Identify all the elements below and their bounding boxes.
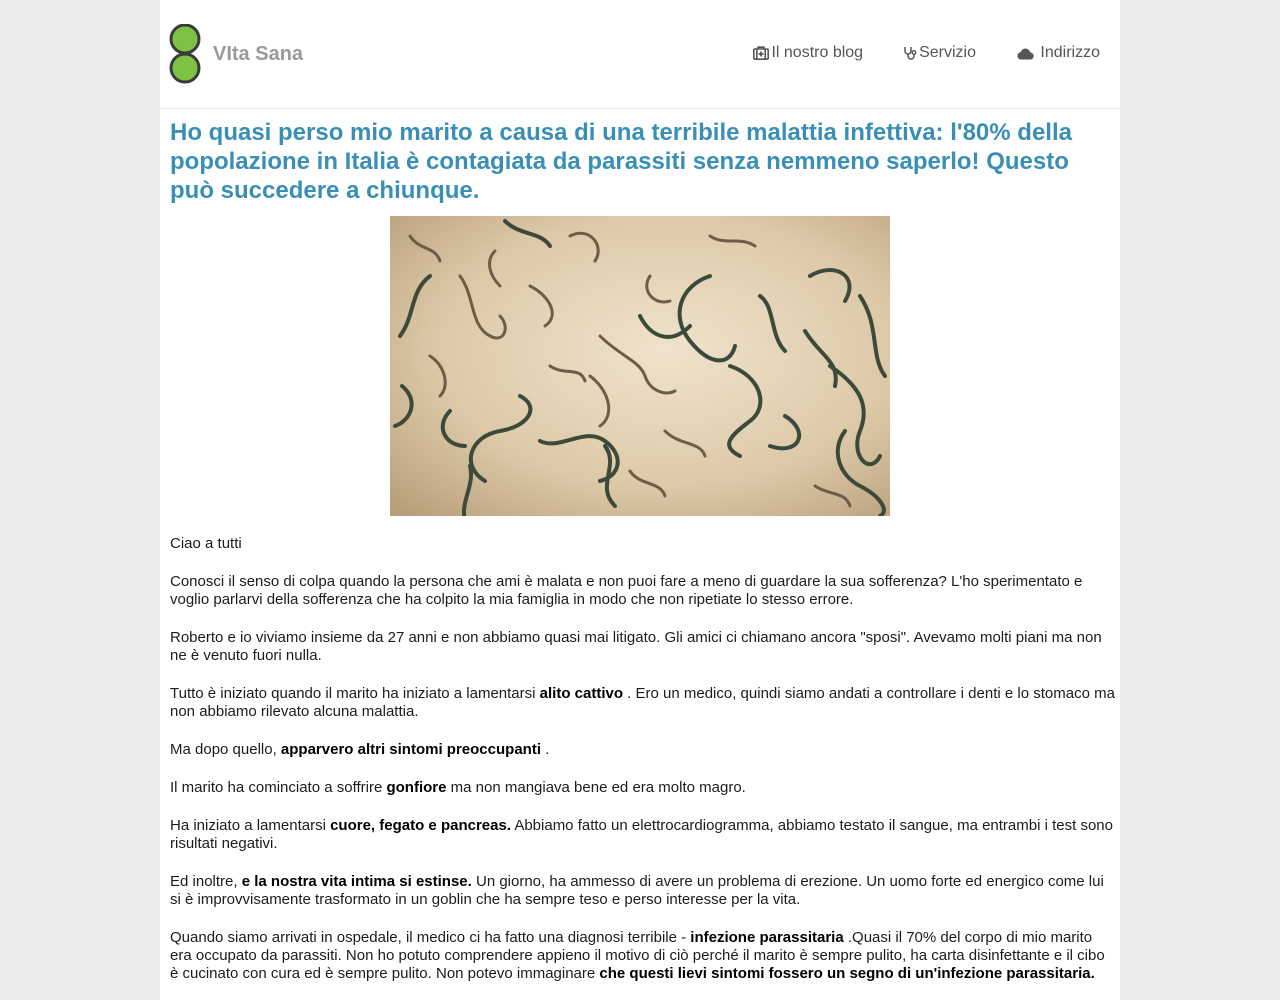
paragraph-text: Abbiamo fatto un elettrocardiogramma, abbiamo testato il sangue, ma entrambi i test sono risultati negativi. [170, 817, 1113, 852]
article-body [170, 535, 1115, 1000]
paragraph-text: Conosci il senso di colpa quando la persona che ami è malata e non puoi fare a meno di guardare la sua sofferenza? L'ho sperimentato e voglio parlarvi della sofferenza che ha colpito la mia famiglia in modo che non ripetiate lo stesso errore. [170, 573, 1083, 608]
paragraph-text: Ha iniziato a lamentarsi [170, 817, 331, 834]
paragraph [170, 573, 1115, 609]
nav-item-servizio[interactable] [903, 44, 976, 62]
stethoscope-icon [903, 46, 917, 60]
main-nav [753, 44, 1100, 62]
paragraph-text: . [540, 741, 550, 758]
emphasis-text: e la nostra vita intima si estinse. [241, 873, 472, 890]
brand-name[interactable]: VIta Sana [213, 43, 304, 65]
paragraph-text: .Quasi il 70% del corpo di mio marito era occupato da parassiti. Non ho potuto comprendere appieno il motivo di ciò perché il marito è sempre pulito, ha carta disinfettante e il cibo è cucinato con cura ed è sempre pulito. Non potevo immaginare [170, 929, 1105, 982]
emphasis-text: alito cattivo [539, 685, 623, 702]
nav-label-blog: Il nostro blog [771, 44, 864, 61]
paragraph-text: Ma dopo quello, [170, 741, 281, 758]
figure-eight-logo-icon[interactable] [167, 24, 203, 84]
paragraph-text: Tutto è iniziato quando il marito ha iniziato a lamentarsi [170, 685, 540, 702]
paragraph [170, 535, 1115, 553]
emphasis-text: cuore, fegato e pancreas. [330, 817, 511, 834]
paragraph-text: Ed inoltre, [170, 873, 242, 890]
emphasis-text: apparvero altri sintomi preoccupanti [280, 741, 541, 758]
paragraph [170, 873, 1115, 909]
paragraph [170, 685, 1115, 721]
paragraph [170, 779, 1115, 797]
article-headline: Ho quasi perso mio marito a causa di una terribile malattia infettiva: l'80% della popolazione in Italia è contagiata da parassiti senza nemmeno saperlo! Questo può succedere a chiunque. [170, 119, 1072, 204]
microscopic-parasite-worms-photo [390, 216, 890, 516]
paragraph-text: Roberto e io viviamo insieme da 27 anni e non abbiamo quasi mai litigato. Gli amici ci chiamano ancora "sposi". Avevamo molti piani ma non ne è venuto fuori nulla. [170, 629, 1102, 664]
nav-item-blog[interactable] [753, 44, 863, 62]
paragraph-text: ma non mangiava bene ed era molto magro. [446, 779, 746, 796]
nav-label-indirizzo: Indirizzo [1035, 44, 1100, 61]
nav-label-servizio: Servizio [919, 44, 976, 61]
page [160, 0, 1120, 1000]
paragraph-text: Un giorno, ha ammesso di avere un problema di erezione. Un uomo forte ed energico come lui si è improvvisamente trasformato in un goblin che ha sempre teso e perso interesse per la vita. [170, 873, 1104, 908]
paragraph [170, 929, 1115, 983]
paragraph [170, 817, 1115, 853]
site-header [160, 0, 1120, 109]
hospital-bag-icon [753, 46, 769, 60]
paragraph [170, 741, 1115, 759]
paragraph [170, 629, 1115, 665]
nav-item-indirizzo[interactable] [1016, 44, 1100, 62]
paragraph-text: Quando siamo arrivati in ospedale, il medico ci ha fatto una diagnosi terribile - [170, 929, 691, 946]
emphasis-text: infezione parassitaria [690, 929, 844, 946]
paragraph-text: Il marito ha cominciato a soffrire [170, 779, 387, 796]
cloud-icon [1016, 47, 1034, 60]
paragraph-text: . Ero un medico, quindi siamo andati a controllare i denti e lo stomaco ma non abbiamo rilevato alcuna malattia. [170, 685, 1115, 720]
emphasis-text: gonfiore [386, 779, 447, 796]
emphasis-text: che questi lievi sintomi fossero un segno di un'infezione parassitaria. [599, 965, 1095, 982]
paragraph-text: Ciao a tutti [170, 535, 242, 552]
